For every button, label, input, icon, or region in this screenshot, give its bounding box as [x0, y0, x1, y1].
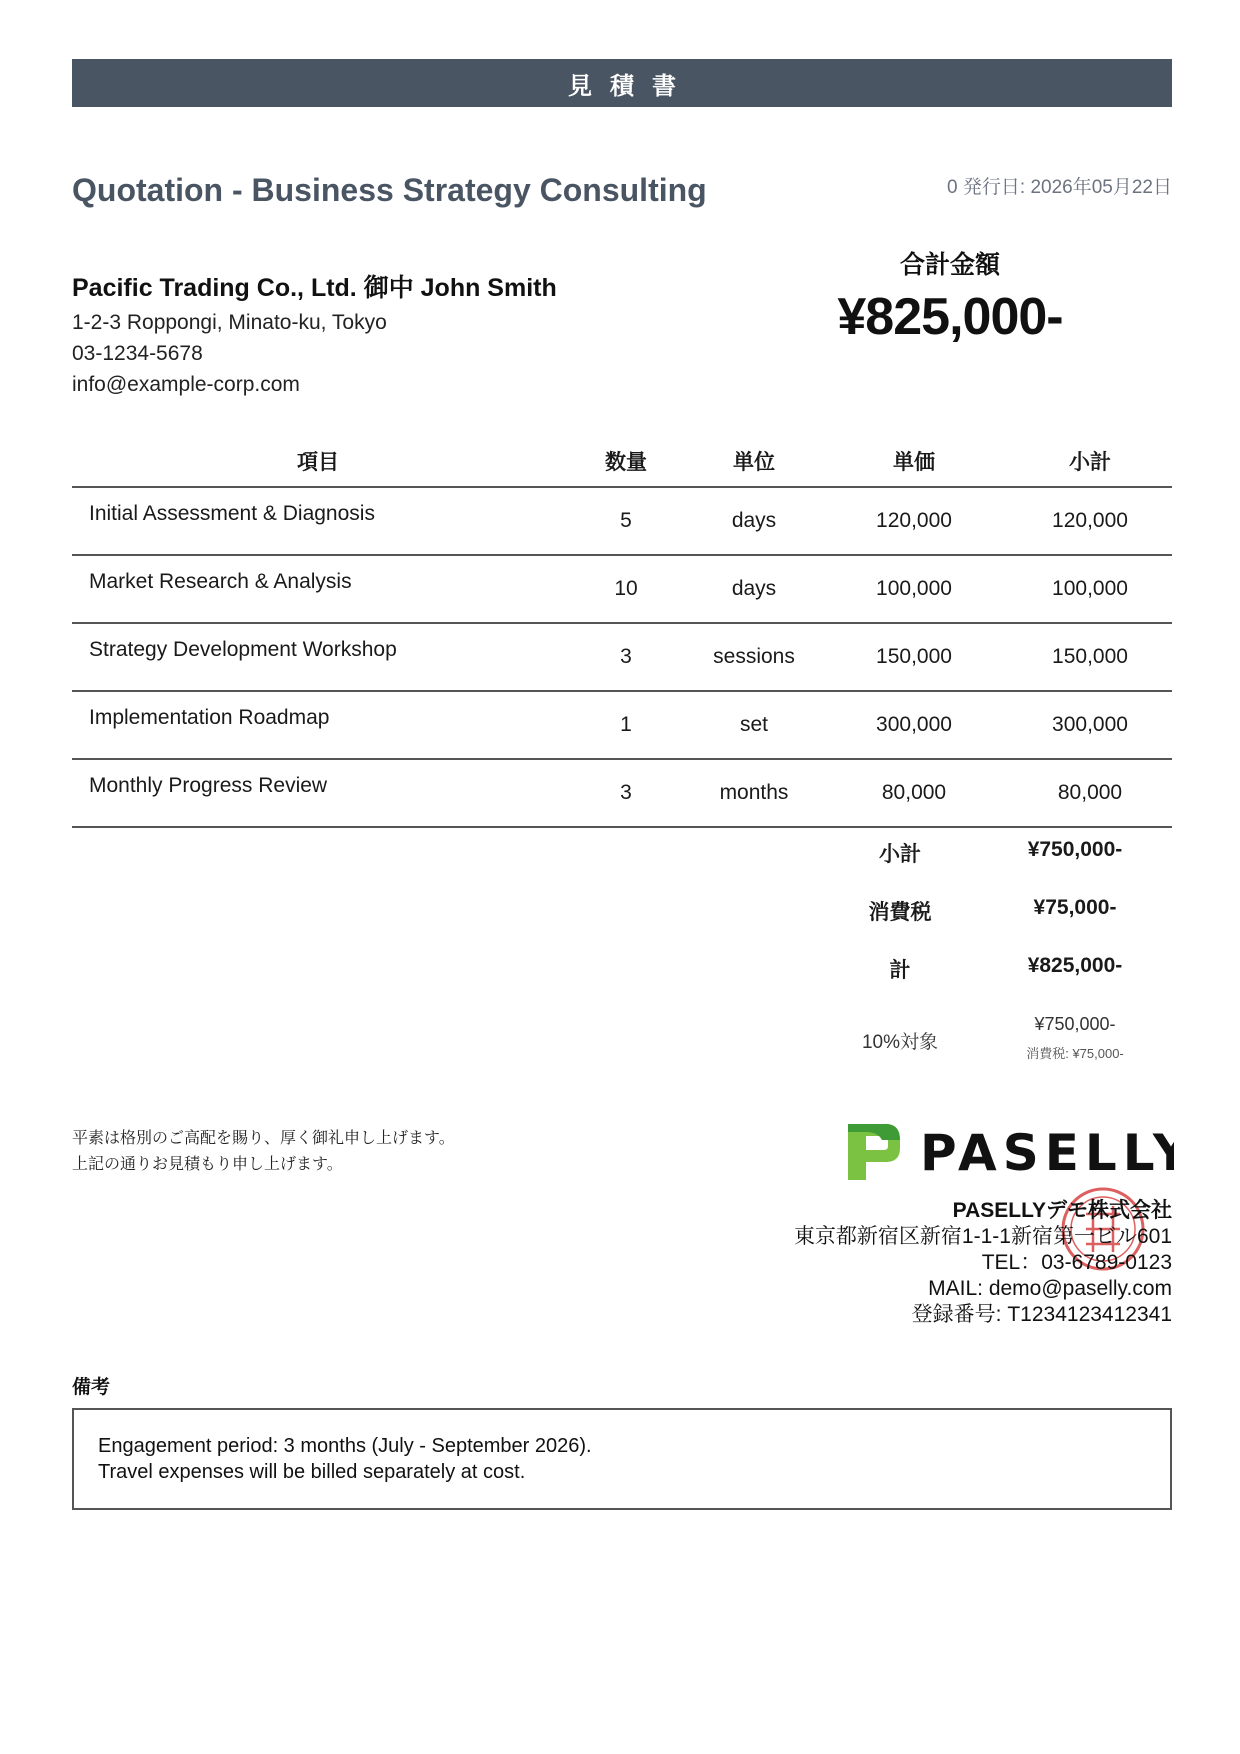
header-quantity: 数量: [564, 436, 688, 487]
table-row: [72, 487, 1172, 555]
grand-total-value: ¥825,000-: [1027, 954, 1123, 977]
table-row: [72, 623, 1172, 691]
tax-target-label: 10%対象: [861, 1032, 939, 1053]
issuer-mail: MAIL: demo@paselly.com: [928, 1277, 1172, 1300]
table-row: [72, 555, 1172, 623]
row-subtotal: 150,000: [1008, 623, 1172, 691]
total-amount-box: [800, 245, 1100, 347]
row-unit-price: 300,000: [820, 691, 1008, 759]
paselly-logo-icon: [842, 1118, 1174, 1184]
line-items-table: [72, 436, 1172, 828]
row-item: Implementation Roadmap: [72, 691, 564, 759]
notes-line-1: Engagement period: 3 months (July - September 2026).: [98, 1435, 592, 1457]
issuer-tel: TEL：03-6789-0123: [981, 1251, 1172, 1274]
row-unit: sessions: [688, 623, 820, 691]
table-header-row: [72, 436, 1172, 487]
tax-target-note: 消費税: ¥75,000-: [1026, 1046, 1124, 1061]
client-email: info@example-corp.com: [72, 373, 300, 396]
tax-label: 消費税: [868, 901, 932, 924]
row-subtotal: 300,000: [1008, 691, 1172, 759]
row-unit: days: [688, 555, 820, 623]
header-item: 項目: [72, 436, 564, 487]
row-quantity: 1: [564, 691, 688, 759]
issuer-block: [794, 1198, 1172, 1328]
subtotal-label: 小計: [879, 843, 921, 866]
row-subtotal: 80,000: [1008, 759, 1172, 827]
client-address: 1-2-3 Roppongi, Minato-ku, Tokyo: [72, 311, 387, 334]
grand-total-label: 計: [889, 959, 911, 982]
document-subject: Quotation - Business Strategy Consulting: [72, 172, 707, 208]
row-quantity: 10: [564, 555, 688, 623]
row-quantity: 3: [564, 623, 688, 691]
table-row: [72, 691, 1172, 759]
company-logo: [842, 1118, 1174, 1184]
logo-text: PASELLY: [920, 1124, 1174, 1182]
issuer-address: 東京都新宿区新宿1-1-1新宿第一ビル601: [793, 1225, 1172, 1248]
row-unit-price: 80,000: [820, 759, 1008, 827]
total-amount-value: ¥825,000-: [837, 288, 1063, 346]
row-unit-price: 100,000: [820, 555, 1008, 623]
header-unit: 単位: [688, 436, 820, 487]
row-unit: days: [688, 487, 820, 555]
client-name: Pacific Trading Co., Ltd. 御中 John Smith: [72, 274, 557, 302]
notes-box: [72, 1408, 1172, 1510]
issuer-registration: 登録番号: T1234123412341: [911, 1303, 1172, 1326]
total-amount-label: 合計金額: [899, 251, 1000, 279]
row-unit-price: 150,000: [820, 623, 1008, 691]
client-phone: 03-1234-5678: [72, 342, 203, 365]
document-type-banner: 見積書: [72, 59, 1172, 107]
row-subtotal: 120,000: [1008, 487, 1172, 555]
row-item: Market Research & Analysis: [72, 555, 564, 623]
header-unit-price: 単価: [820, 436, 1008, 487]
row-unit: months: [688, 759, 820, 827]
row-item: Monthly Progress Review: [72, 759, 564, 827]
row-quantity: 5: [564, 487, 688, 555]
header-subtotal: 小計: [1008, 436, 1172, 487]
notes-line-2: Travel expenses will be billed separately at cost.: [98, 1461, 526, 1483]
row-item: Strategy Development Workshop: [72, 623, 564, 691]
row-subtotal: 100,000: [1008, 555, 1172, 623]
row-item: Initial Assessment & Diagnosis: [72, 487, 564, 555]
issue-date: 0 発行日: 2026年05月22日: [947, 177, 1172, 198]
notes-label: 備考: [72, 1377, 111, 1398]
subtotal-value: ¥750,000-: [1027, 838, 1123, 861]
tax-target-amount: ¥750,000-: [1034, 1014, 1116, 1034]
greeting-line-1: 平素は格別のご高配を賜り、厚く御礼申し上げます。: [72, 1130, 455, 1147]
row-unit: set: [688, 691, 820, 759]
tax-value: ¥75,000-: [1033, 896, 1117, 919]
row-unit-price: 120,000: [820, 487, 1008, 555]
issuer-name: PASELLYデモ株式会社: [952, 1199, 1172, 1222]
row-quantity: 3: [564, 759, 688, 827]
greeting-line-2: 上記の通りお見積もり申し上げます。: [72, 1156, 343, 1173]
table-row: [72, 759, 1172, 827]
